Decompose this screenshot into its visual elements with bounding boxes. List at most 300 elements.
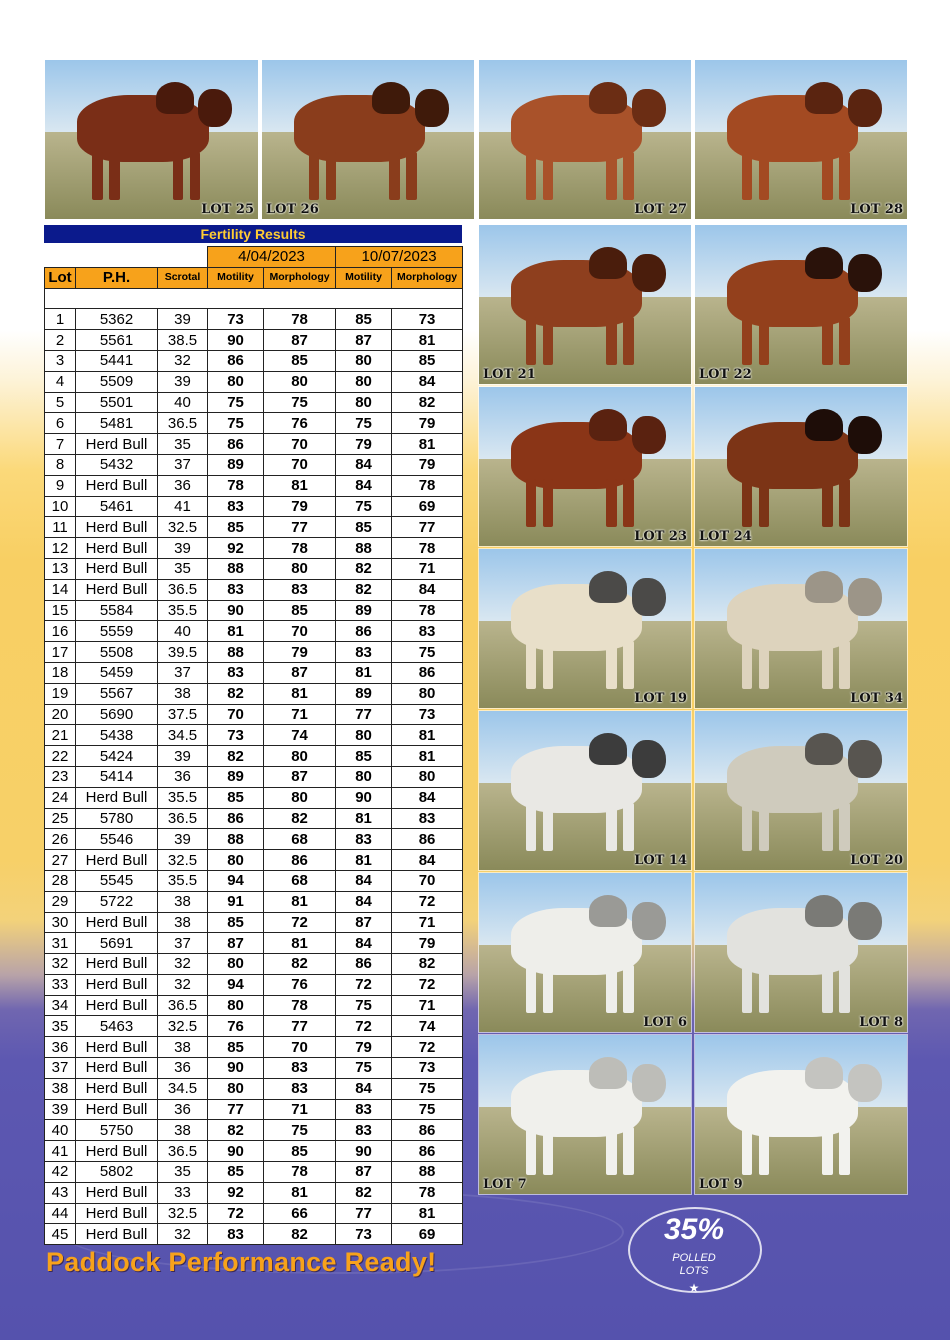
table-row (45, 662, 463, 683)
table-cell: 80 (208, 850, 264, 871)
table-row (45, 1016, 463, 1037)
table-row (45, 413, 463, 434)
table-cell: 88 (208, 829, 264, 850)
table-cell: 70 (264, 454, 336, 475)
table-cell: 32 (45, 954, 76, 975)
bull-head (415, 89, 449, 127)
table-cell: 80 (264, 558, 336, 579)
table-cell: 80 (264, 371, 336, 392)
table-cell: 86 (208, 434, 264, 455)
table-cell: 86 (336, 621, 392, 642)
table-cell: 36.5 (158, 808, 208, 829)
table-cell: 5508 (76, 642, 158, 663)
lot-label: LOT 8 (859, 1015, 903, 1030)
table-cell: 11 (45, 517, 76, 538)
table-cell: 85 (208, 787, 264, 808)
table-cell: 73 (392, 1058, 463, 1079)
table-row (45, 1058, 463, 1079)
bull-leg (543, 965, 554, 1013)
bull-hump (805, 1057, 843, 1089)
bull-photo (694, 548, 908, 709)
bull-leg (759, 1127, 770, 1175)
bull-leg (759, 803, 770, 851)
table-cell: 21 (45, 725, 76, 746)
badge-line1: POLLED (672, 1252, 716, 1264)
bull-hump (589, 733, 627, 765)
table-cell: 84 (336, 1078, 392, 1099)
table-cell: 7 (45, 434, 76, 455)
bull-leg (822, 641, 833, 689)
table-cell: 6 (45, 413, 76, 434)
bull-leg (526, 803, 537, 851)
bull-hump (589, 571, 627, 603)
table-cell: 81 (264, 683, 336, 704)
table-cell: 5561 (76, 330, 158, 351)
table-cell: Herd Bull (76, 1037, 158, 1058)
table-cell: 5461 (76, 496, 158, 517)
table-cell: 86 (392, 662, 463, 683)
bull-head (198, 89, 232, 127)
bull-photo (478, 548, 692, 709)
table-cell: 78 (264, 995, 336, 1016)
table-cell: 70 (264, 1037, 336, 1058)
bull-leg (526, 641, 537, 689)
table-cell: 86 (392, 1120, 463, 1141)
table-cell: 89 (208, 766, 264, 787)
table-row (45, 392, 463, 413)
bull-leg (543, 803, 554, 851)
table-cell: 77 (264, 517, 336, 538)
table-cell: 34 (45, 995, 76, 1016)
table-cell: 85 (208, 912, 264, 933)
table-cell: 80 (392, 683, 463, 704)
bull-leg (759, 152, 770, 200)
lot-label: LOT 21 (483, 367, 536, 382)
table-cell: 83 (208, 662, 264, 683)
table-row (45, 350, 463, 371)
table-cell: Herd Bull (76, 1182, 158, 1203)
table-cell: 87 (336, 912, 392, 933)
table-row (45, 538, 463, 559)
table-cell: 78 (392, 1182, 463, 1203)
table-cell: 29 (45, 891, 76, 912)
table-cell: 5722 (76, 891, 158, 912)
table-row (45, 1078, 463, 1099)
bull-leg (606, 479, 617, 527)
table-cell: 38 (158, 891, 208, 912)
table-row (45, 1182, 463, 1203)
bull-photo (694, 224, 908, 385)
table-cell: 79 (392, 413, 463, 434)
lot-label: LOT 22 (699, 367, 752, 382)
lot-label: LOT 20 (850, 853, 903, 868)
table-cell: 75 (392, 642, 463, 663)
table-cell: 73 (392, 704, 463, 725)
bull-hump (372, 82, 410, 114)
table-cell: 71 (392, 995, 463, 1016)
table-cell: 68 (264, 829, 336, 850)
col-header-morphology-2: Morphology (392, 267, 463, 288)
table-cell: 73 (208, 309, 264, 330)
table-cell: 17 (45, 642, 76, 663)
table-cell: 26 (45, 829, 76, 850)
bull-leg (109, 152, 120, 200)
table-cell: 73 (208, 725, 264, 746)
table-cell: 83 (264, 1058, 336, 1079)
bull-hump (805, 409, 843, 441)
table-cell: 85 (336, 309, 392, 330)
table-cell: 28 (45, 870, 76, 891)
table-cell: 35 (158, 434, 208, 455)
col-header-motility-2: Motility (336, 267, 392, 288)
table-cell: 92 (208, 1182, 264, 1203)
table-cell: 88 (208, 558, 264, 579)
table-cell: 69 (392, 1224, 463, 1245)
table-cell: 84 (392, 579, 463, 600)
bull-head (632, 254, 666, 292)
bull-head (848, 416, 882, 454)
table-row (45, 766, 463, 787)
table-cell: 80 (336, 725, 392, 746)
col-header-morphology-1: Morphology (264, 267, 336, 288)
bull-leg (742, 152, 753, 200)
table-cell: 82 (208, 746, 264, 767)
table-cell: 32.5 (158, 1203, 208, 1224)
table-cell: 81 (264, 1182, 336, 1203)
bull-hump (805, 733, 843, 765)
bull-leg (606, 317, 617, 365)
table-cell: 33 (45, 974, 76, 995)
table-row (45, 558, 463, 579)
table-cell: 86 (336, 954, 392, 975)
bull-leg (742, 641, 753, 689)
bull-leg (526, 1127, 537, 1175)
table-cell: Herd Bull (76, 1058, 158, 1079)
table-cell: 39 (158, 538, 208, 559)
date-header-blank (45, 247, 208, 268)
table-cell: 90 (336, 1141, 392, 1162)
table-cell: 36 (158, 766, 208, 787)
table-cell: 35 (158, 558, 208, 579)
table-cell: 85 (264, 350, 336, 371)
bull-leg (606, 965, 617, 1013)
table-cell: 85 (264, 1141, 336, 1162)
table-cell: 36 (158, 1058, 208, 1079)
table-cell: 83 (392, 808, 463, 829)
table-cell: 35.5 (158, 600, 208, 621)
table-cell: 31 (45, 933, 76, 954)
lot-label: LOT 19 (634, 691, 687, 706)
table-cell: 79 (336, 434, 392, 455)
bull-photo (478, 224, 692, 385)
table-cell: 39 (158, 829, 208, 850)
table-cell: 36.5 (158, 1141, 208, 1162)
bull-hump (589, 1057, 627, 1089)
table-cell: 42 (45, 1162, 76, 1183)
table-cell: 73 (336, 1224, 392, 1245)
table-cell: 83 (336, 642, 392, 663)
table-cell: 5414 (76, 766, 158, 787)
table-row (45, 621, 463, 642)
table-row (45, 496, 463, 517)
bull-photo (694, 710, 908, 871)
bull-leg (543, 152, 554, 200)
bull-leg (543, 641, 554, 689)
table-cell: 80 (336, 392, 392, 413)
table-cell: 24 (45, 787, 76, 808)
bull-leg (623, 1127, 634, 1175)
table-cell: 87 (264, 330, 336, 351)
table-cell: 80 (208, 954, 264, 975)
table-row (45, 974, 463, 995)
table-cell: 5509 (76, 371, 158, 392)
table-cell: 81 (392, 330, 463, 351)
table-cell: 5 (45, 392, 76, 413)
table-row (45, 600, 463, 621)
table-cell: 83 (208, 579, 264, 600)
lot-label: LOT 26 (266, 202, 319, 217)
bull-leg (543, 317, 554, 365)
bull-head (632, 902, 666, 940)
table-cell: 82 (336, 1182, 392, 1203)
table-row (45, 704, 463, 725)
lot-label: LOT 9 (699, 1177, 743, 1192)
bull-head (848, 740, 882, 778)
table-row (45, 933, 463, 954)
table-cell: Herd Bull (76, 1141, 158, 1162)
table-cell: 85 (336, 517, 392, 538)
table-cell: 69 (392, 496, 463, 517)
bull-head (848, 1064, 882, 1102)
table-cell: 36 (158, 475, 208, 496)
bull-hump (805, 247, 843, 279)
lot-label: LOT 25 (201, 202, 254, 217)
table-cell: 81 (264, 933, 336, 954)
table-cell: 37.5 (158, 704, 208, 725)
table-cell: 87 (336, 330, 392, 351)
bull-leg (742, 317, 753, 365)
table-cell: 81 (208, 621, 264, 642)
table-cell: 77 (336, 704, 392, 725)
bull-leg (742, 803, 753, 851)
table-cell: 86 (392, 829, 463, 850)
table-cell: 79 (392, 454, 463, 475)
bull-photo (44, 59, 259, 220)
table-cell: 38.5 (158, 330, 208, 351)
table-cell: 37 (158, 933, 208, 954)
table-row (45, 309, 463, 330)
polled-lots-badge (628, 1205, 760, 1295)
table-cell: 82 (208, 683, 264, 704)
table-cell: 75 (208, 392, 264, 413)
spacer-cell (45, 288, 463, 309)
bull-leg (822, 803, 833, 851)
bull-photo (694, 872, 908, 1033)
table-cell: 83 (208, 1224, 264, 1245)
table-cell: 10 (45, 496, 76, 517)
table-cell: 92 (208, 538, 264, 559)
bull-photo (694, 386, 908, 547)
bull-leg (839, 479, 850, 527)
table-row (45, 371, 463, 392)
bull-head (848, 254, 882, 292)
lot-label: LOT 23 (634, 529, 687, 544)
table-cell: 5750 (76, 1120, 158, 1141)
table-cell: 83 (336, 1120, 392, 1141)
bull-head (848, 89, 882, 127)
table-row (45, 808, 463, 829)
table-row (45, 725, 463, 746)
table-cell: 82 (264, 1224, 336, 1245)
table-cell: 73 (392, 309, 463, 330)
table-cell: 88 (392, 1162, 463, 1183)
table-cell: 78 (392, 475, 463, 496)
table-row (45, 1224, 463, 1245)
table-cell: 79 (264, 642, 336, 663)
table-cell: 75 (336, 496, 392, 517)
table-cell: 82 (392, 392, 463, 413)
bull-leg (759, 317, 770, 365)
table-cell: 87 (336, 1162, 392, 1183)
table-cell: 86 (208, 808, 264, 829)
table-row (45, 829, 463, 850)
table-cell: 70 (264, 621, 336, 642)
table-row (45, 1120, 463, 1141)
table-cell: 70 (392, 870, 463, 891)
table-cell: 40 (158, 392, 208, 413)
bull-photo (478, 710, 692, 871)
table-cell: Herd Bull (76, 974, 158, 995)
table-cell: 74 (264, 725, 336, 746)
table-cell: 75 (208, 413, 264, 434)
table-row (45, 870, 463, 891)
bull-leg (326, 152, 337, 200)
lot-label: LOT 27 (634, 202, 687, 217)
table-cell: 81 (336, 662, 392, 683)
bull-head (848, 578, 882, 616)
table-cell: Herd Bull (76, 558, 158, 579)
bull-hump (805, 895, 843, 927)
table-cell: 82 (336, 558, 392, 579)
table-cell: 91 (208, 891, 264, 912)
table-cell: Herd Bull (76, 538, 158, 559)
table-cell: 4 (45, 371, 76, 392)
badge-line2: LOTS (679, 1265, 709, 1277)
bull-hump (805, 571, 843, 603)
table-cell: 5463 (76, 1016, 158, 1037)
table-cell: Herd Bull (76, 1099, 158, 1120)
table-cell: 89 (208, 454, 264, 475)
lot-label: LOT 14 (634, 853, 687, 868)
bull-leg (742, 1127, 753, 1175)
table-cell: 78 (264, 309, 336, 330)
table-cell: 9 (45, 475, 76, 496)
table-cell: 32 (158, 350, 208, 371)
bull-leg (822, 152, 833, 200)
table-cell: 35.5 (158, 787, 208, 808)
table-cell: 44 (45, 1203, 76, 1224)
table-cell: 81 (336, 808, 392, 829)
table-cell: 13 (45, 558, 76, 579)
table-cell: 41 (158, 496, 208, 517)
table-cell: 80 (264, 787, 336, 808)
bull-hump (589, 895, 627, 927)
table-cell: 5545 (76, 870, 158, 891)
table-cell: 32 (158, 954, 208, 975)
bull-head (632, 89, 666, 127)
table-cell: 12 (45, 538, 76, 559)
table-cell: 81 (392, 1203, 463, 1224)
table-cell: Herd Bull (76, 1078, 158, 1099)
table-cell: 71 (392, 912, 463, 933)
table-cell: 5424 (76, 746, 158, 767)
bull-leg (742, 479, 753, 527)
table-cell: 14 (45, 579, 76, 600)
table-cell: 79 (336, 1037, 392, 1058)
table-cell: 77 (336, 1203, 392, 1224)
table-cell: 84 (336, 891, 392, 912)
bull-leg (759, 641, 770, 689)
table-cell: 90 (208, 600, 264, 621)
bull-photo (478, 59, 692, 220)
table-cell: 87 (264, 766, 336, 787)
bull-leg (623, 152, 634, 200)
bull-head (632, 578, 666, 616)
bull-leg (526, 317, 537, 365)
table-cell: 33 (158, 1182, 208, 1203)
bull-leg (623, 965, 634, 1013)
table-cell: 43 (45, 1182, 76, 1203)
table-cell: 70 (208, 704, 264, 725)
table-cell: 83 (264, 579, 336, 600)
table-cell: 87 (208, 933, 264, 954)
col-header-scrotal: Scrotal (158, 267, 208, 288)
table-row (45, 454, 463, 475)
table-cell: 71 (264, 1099, 336, 1120)
table-cell: 5362 (76, 309, 158, 330)
table-cell: 38 (158, 1120, 208, 1141)
bull-leg (839, 965, 850, 1013)
bull-leg (190, 152, 201, 200)
table-cell: 75 (392, 1099, 463, 1120)
table-cell: 70 (264, 434, 336, 455)
table-cell: 72 (208, 1203, 264, 1224)
table-cell: 78 (208, 475, 264, 496)
table-cell: 79 (264, 496, 336, 517)
bull-photo (261, 59, 475, 220)
bull-leg (526, 965, 537, 1013)
table-cell: 88 (208, 642, 264, 663)
table-cell: Herd Bull (76, 434, 158, 455)
bull-photo (478, 872, 692, 1033)
table-cell: Herd Bull (76, 517, 158, 538)
table-cell: 5802 (76, 1162, 158, 1183)
table-cell: Herd Bull (76, 954, 158, 975)
table-cell: 32.5 (158, 1016, 208, 1037)
table-cell: 5546 (76, 829, 158, 850)
table-cell: 76 (208, 1016, 264, 1037)
table-cell: 90 (208, 330, 264, 351)
table-cell: 20 (45, 704, 76, 725)
table-cell: 84 (336, 454, 392, 475)
table-cell: 37 (158, 662, 208, 683)
table-cell: 5501 (76, 392, 158, 413)
bull-head (632, 416, 666, 454)
bull-leg (839, 152, 850, 200)
table-row (45, 1203, 463, 1224)
table-cell: 76 (264, 413, 336, 434)
bull-photo (478, 1034, 692, 1195)
